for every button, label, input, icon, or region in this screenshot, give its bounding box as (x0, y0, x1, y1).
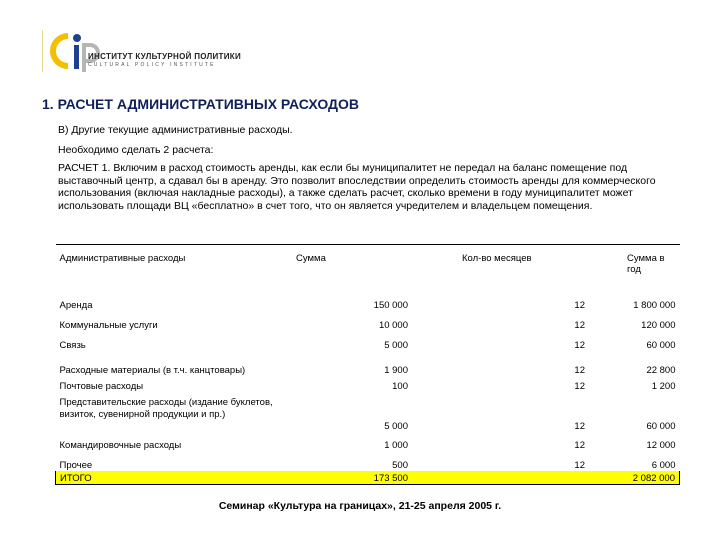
table-row (56, 376, 680, 392)
row-amount: 10 000 (378, 320, 408, 331)
row-yearly: 12 000 (646, 440, 676, 451)
total-months (412, 471, 589, 485)
row-months: 12 (574, 421, 585, 432)
row-months: 12 (574, 365, 585, 376)
row-label: Командировочные расходы (59, 440, 182, 451)
row-months: 12 (574, 320, 585, 331)
header-yearly: Сумма в год (627, 253, 665, 275)
total-label: ИТОГО (56, 471, 293, 485)
footer-caption: Семинар «Культура на границах», 21-25 апреля 2005 г. (218, 500, 502, 512)
row-amount: 5 000 (384, 340, 408, 351)
table-header-row (56, 245, 680, 292)
header-expenses: Административные расходы (59, 253, 186, 264)
row-months: 12 (574, 381, 585, 392)
row-yearly: 120 000 (641, 320, 676, 331)
row-months: 12 (574, 340, 585, 351)
row-amount: 150 000 (373, 300, 408, 311)
table-row (56, 311, 680, 331)
row-yearly: 60 000 (646, 421, 676, 432)
logo-text-ru: ИНСТИТУТ КУЛЬТУРНОЙ ПОЛИТИКИ (88, 52, 242, 61)
calculation-description: РАСЧЕТ 1. Включим в расход стоимость аренды, как если бы муниципалитет не передал на баланс помещение под выставочный центр, а сдавал бы в аренду. Это позволит впоследствии определить стоимость аренды для коммерческого использования (включая накладные расходы), а также сделать расчет, сколько времени в году муниципалитет может использовать площади ВЦ «бесплатно» в счет того, что он является учредителем и владельцем помещения. (58, 162, 656, 212)
subheading-other-expenses: В) Другие текущие административные расходы. (58, 124, 293, 136)
table-row (56, 432, 680, 451)
subheading-two-calculations: Необходимо сделать 2 расчета: (58, 144, 214, 156)
row-label: Почтовые расходы (59, 381, 144, 392)
row-label: Связь (59, 340, 86, 351)
table-row (56, 351, 680, 376)
table-row (56, 392, 680, 432)
table-row (56, 291, 680, 311)
row-label: Представительские расходы (издание буклетов, визиток, сувенирной продукции и пр.) (59, 397, 273, 420)
row-label: Аренда (59, 300, 93, 311)
row-amount: 1 900 (384, 365, 408, 376)
row-months: 12 (574, 300, 585, 311)
total-yearly: 2 082 000 (589, 471, 680, 485)
row-yearly: 60 000 (646, 340, 676, 351)
total-amount: 173 500 (292, 471, 412, 485)
row-yearly: 1 800 000 (633, 300, 676, 311)
row-amount: 100 (392, 381, 408, 392)
row-yearly: 22 800 (646, 365, 676, 376)
row-months: 12 (574, 440, 585, 451)
row-label: Расходные материалы (в т.ч. канцтовары) (59, 365, 246, 376)
logo-text-en: CULTURAL POLICY INSTITUTE (88, 62, 216, 68)
header-months: Кол-во месяцев (462, 253, 532, 264)
table-row (56, 451, 680, 471)
total-row (56, 471, 680, 485)
row-amount: 5 000 (384, 421, 408, 432)
page-title: 1. РАСЧЕТ АДМИНИСТРАТИВНЫХ РАСХОДОВ (42, 96, 360, 112)
row-yearly: 1 200 (651, 381, 676, 392)
header-amount: Сумма (296, 253, 326, 264)
logo-i-stem (74, 45, 79, 69)
row-amount: 500 (392, 460, 408, 471)
row-amount: 1 000 (384, 440, 408, 451)
logo-dot (73, 34, 81, 42)
row-yearly: 6 000 (651, 460, 676, 471)
expenses-table (55, 244, 680, 485)
logo-p-stem (82, 45, 86, 72)
logo-c-shape (53, 36, 68, 66)
table-row (56, 331, 680, 351)
row-label: Прочее (59, 460, 93, 471)
row-months: 12 (574, 460, 585, 471)
row-label: Коммунальные услуги (59, 320, 158, 331)
